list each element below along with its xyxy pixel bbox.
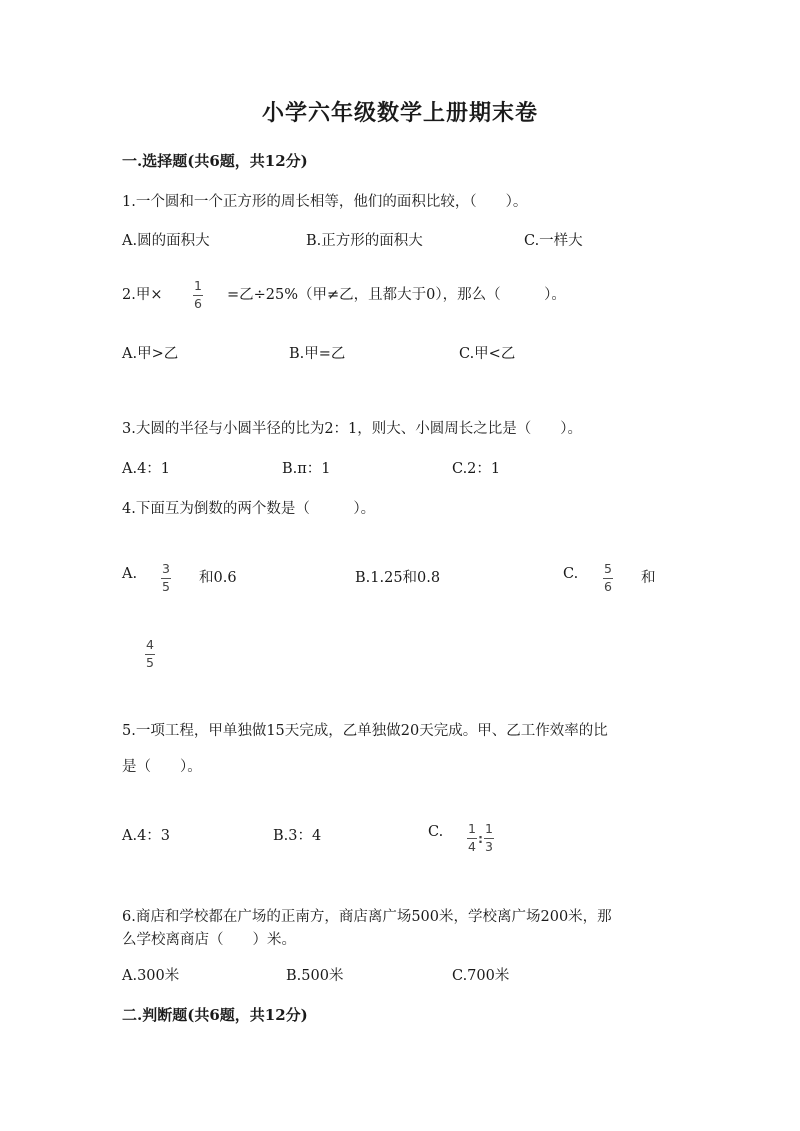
q2-fraction [193,275,203,310]
q4-option-c-fraction [603,558,613,593]
page-title: 小学六年级数学上册期末卷 [261,100,538,126]
q4-option-a-label: A. [122,566,138,582]
q5-c-second-denominator: 3 [484,838,493,854]
q4-option-a-rest: 和0.6 [199,570,237,586]
q4-option-a-fraction [161,558,171,593]
section-heading-choice: 一.选择题(共6题，共12分) [122,152,308,170]
q4-option-c-rest: 和 [641,570,656,586]
q4-c-numerator: 5 [603,563,613,579]
q5-c-second-numerator: 1 [484,823,494,839]
q2-fraction-denominator: 6 [194,295,202,311]
question-2-prefix: 2.甲× [122,287,163,303]
q3-option-c: C.2：1 [452,461,501,477]
q4-option-c-second-fraction [145,634,155,669]
q5-option-a: A.4：3 [122,828,171,844]
question-3-text: 3.大圆的半径与小圆半径的比为2：1，则大、小圆周长之比是（ ）。 [122,421,583,437]
question-5-line-1: 5.一项工程，甲单独做15天完成，乙单独做20天完成。甲、乙工作效率的比 [122,723,608,739]
q6-option-a: A.300米 [122,968,180,984]
section-heading-judgment: 二.判断题(共6题，共12分) [122,1006,308,1024]
q4-a-numerator: 3 [161,563,171,579]
q5-c-first-numerator: 1 [467,823,477,839]
question-1-text: 1.一个圆和一个正方形的周长相等，他们的面积比较，（ ）。 [122,194,528,210]
q3-option-b: B.π：1 [282,461,331,477]
question-4-text: 4.下面互为倒数的两个数是（ ）。 [122,501,376,517]
question-5-line-2: 是（ ）。 [122,759,202,775]
q1-option-a: A.圆的面积大 [122,233,210,249]
q3-option-a: A.4：1 [122,461,171,477]
question-6-line-2: 么学校离商店（ ）米。 [122,932,296,948]
q4-c2-numerator: 4 [145,639,155,655]
q1-option-c: C.一样大 [524,233,583,249]
question-6-line-1: 6.商店和学校都在广场的正南方，商店离广场500米，学校离广场200米，那 [122,909,612,925]
ratio-colon: : [477,830,483,846]
q4-option-b: B.1.25和0.8 [355,570,441,586]
q5-option-c-ratio [467,818,494,853]
q5-option-c-label: C. [428,824,444,840]
q2-option-c: C.甲<乙 [459,346,516,362]
q2-option-a: A.甲>乙 [122,346,179,362]
q4-c2-denominator: 5 [146,654,154,670]
q4-a-denominator: 5 [162,578,170,594]
q5-c-first-denominator: 4 [468,838,476,854]
q5-option-b: B.3：4 [273,828,322,844]
q2-fraction-numerator: 1 [193,280,203,296]
q6-option-c: C.700米 [452,968,510,984]
question-2-suffix: =乙÷25%（甲≠乙，且都大于0），那么（ ）。 [227,287,566,303]
q6-option-b: B.500米 [286,968,344,984]
q4-c-denominator: 6 [604,578,612,594]
q2-option-b: B.甲=乙 [289,346,346,362]
q1-option-b: B.正方形的面积大 [306,233,423,249]
q4-option-c-label: C. [563,566,579,582]
